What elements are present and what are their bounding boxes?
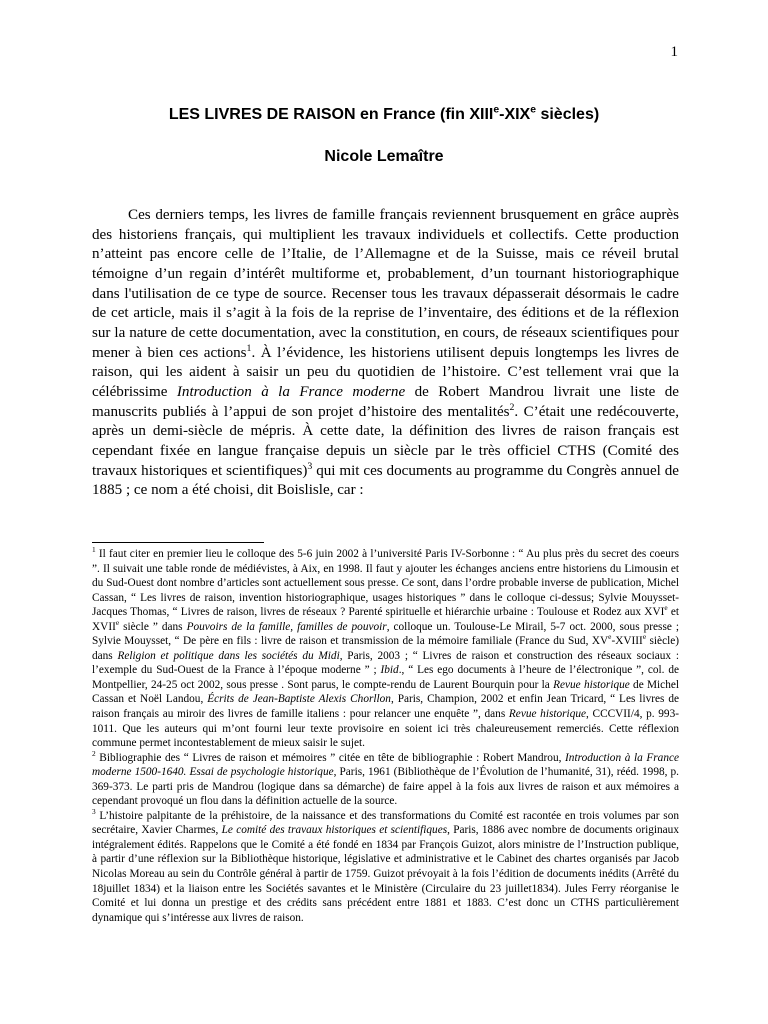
superscript: e — [642, 632, 647, 642]
italic-title: Le comité des travaux historiques et scientifiques — [221, 824, 448, 837]
text-run: . C’était une redécouverte, après un demi-siècle de mépris. À cette date, la définition des livres de raison français est cependant fixée en langue française depuis un siècle par le très officiel CTHS (Comité des travaux historiques et scientifiques) — [92, 403, 679, 479]
text-run: siècle) dans — [92, 635, 679, 662]
title-text: LES LIVRES DE RAISON en France (fin XIII — [168, 106, 494, 123]
italic-title: Écrits de Jean-Baptiste Alexis Chorllon — [207, 693, 391, 706]
footnote-divider — [92, 542, 264, 543]
author-name: Nicole Lemaître — [324, 148, 444, 165]
text-run: de Robert Mandrou livrait une liste de manuscrits publiés à l’appui de son projet d’histoire des mentalités — [92, 383, 680, 420]
body-text — [92, 206, 679, 501]
text-run: ., “ Les ego documents à l’heure de l’électronique ”, col. de Montpellier, 24-25 oct 2002, sous presse . Sont parus, le compte-rendu de Laurent Bourquin pour la — [92, 664, 679, 691]
title-superscript: e — [493, 104, 500, 116]
text-run: , Paris, 2003 ; “ Livres de raison et construction des réseaux sociaux : l’exemple du Sud-Ouest de la France à l’époque moderne ” ; — [92, 649, 679, 677]
superscript: e — [115, 617, 120, 627]
title-superscript: e — [530, 104, 537, 116]
text-run: de Michel Cassan et Noël Landou, — [92, 678, 679, 706]
footnote-number: 2 — [92, 748, 96, 758]
italic-title: Introduction à la France moderne — [176, 383, 406, 400]
text-run: . À l’évidence, les historiens utilisent depuis longtemps les livres de raison, qui les aident à saisir un peu du quotidien de l’histoire. C’est tellement vrai que la célébrissime — [92, 344, 679, 400]
footnotes — [92, 547, 679, 925]
text-run: Bibliographie des “ Livres de raison et mémoires ” citée en tête de bibliographie : Robert Mandrou, — [95, 751, 566, 764]
text-run: , colloque un. Toulouse-Le Mirail, 5-7 oct. 2000, sous presse ; Sylvie Mouysset, “ De père en fils : livre de raison et transmission de la mémoire familiale (France du Sud, XV — [92, 620, 679, 648]
footnote-2 — [92, 748, 680, 809]
italic-title: Religion et politique dans les sociétés du Midi — [117, 649, 340, 662]
text-run: siècle ” dans — [119, 620, 187, 633]
text-run: Ces derniers temps, les livres de famille français reviennent brusquement en grâce auprès des historiens français, qui multiplient les travaux individuels et collectifs. Cette production n’atteint pas encore celle de l’Italie, de l’Allemagne et de la Suisse, mais ce réveil brutal témoigne d’un regain d’intérêt multiforme et, probablement, d’un tournant historiographique dans l'utilisation de ce type de source. Recenser tous les travaux dépasserait désormais le cadre de cet article, mais il s’agit à la fois de la reprise de l’inventaire, des éditions et de la réflexion sur la nature de cette documentation, avec la constitution, en cours, de réseaux scientifiques pour mener à bien ces actions — [92, 207, 679, 361]
superscript: e — [608, 632, 612, 642]
text-run: L’histoire palpitante de la préhistoire, de la naissance et des transformations du Comité est racontée en trois volumes par son secrétaire, Xavier Charmes, — [92, 809, 679, 837]
footnote-ref: 1 — [246, 342, 252, 354]
text-run: , Paris, Champion, 2002 et enfin Jean Tricard, “ Les livres de raison français au miroir des livres de famille italiens : pour relancer une enquête ”, dans — [92, 693, 680, 721]
title-text: siècles) — [536, 106, 600, 123]
footnote-3 — [92, 809, 679, 925]
page-number: 1 — [670, 44, 678, 60]
italic-title: Introduction à la France moderne 1500-1640. Essai de psychologie historique — [92, 751, 680, 779]
footnote-number: 3 — [92, 807, 96, 817]
title-text: -XIX — [499, 106, 531, 123]
footnote-ref: 3 — [307, 460, 313, 472]
footnote-ref: 2 — [509, 401, 515, 413]
footnote-number: 1 — [92, 545, 96, 555]
text-run: qui mit ces documents au programme du Congrès annuel de 1885 ; ce nom a été choisi, dit Boislisle, car : — [92, 462, 680, 499]
article-title — [0, 106, 768, 124]
text-run: et XVII — [92, 606, 679, 633]
superscript: e — [664, 603, 668, 613]
italic-title: Revue historique — [553, 678, 630, 691]
footnote-1 — [92, 547, 679, 751]
italic-title: Revue historique — [508, 708, 587, 721]
text-run: Il faut citer en premier lieu le colloque des 5-6 juin 2002 à l’université Paris IV-Sorbonne : “ Au plus près du secret des coeurs ”. Il suivait une table ronde de médiévistes, à Aix, en 1998. Il faut y ajouter les échanges anciens entre historiens du Limousin et du Sud-Ouest dont nombre d’articles sont actuellement sous presse. Ce sont, dans l’ordre probable inverse de publication, Michel Cassan, “ Les livres de raison, invention historiographique, usages historiques ” dans le colloque ci-dessus; Sylvie Mouysset-Jacques Thomas, “ Livres de raison, livres de réseaux ? Parenté spirituelle et hiérarchie urbaine : Toulouse et Rodez aux XVI — [92, 548, 679, 619]
body-paragraph — [92, 206, 679, 501]
text-run: -XVIII — [611, 635, 643, 648]
italic-title: Pouvoirs de la famille, familles de pouvoir — [186, 620, 387, 633]
text-run: , Paris, 1886 avec nombre de documents originaux intégralement édités. Rappelons que le Comité a été fondé en 1834 par François Guizot, alors ministre de l’Instruction publique, à partir d’une réflexion sur la Bibliothèque historique, législative et administrative et le Cabinet des chartes organisés par Jacob Nicolas Moreau au sein du Contrôle général à partir de 1759. Guizot prévoyait à la fois l’édition de documents inédits (Arrêté du 18juillet 1834) et la liaison entre les Sociétés savantes et le Ministère (Circulaire du 23 juillet1834). Jules Ferry réorganise le Comité et lui donna un prestige et des crédits sans précédent entre 1881 et 1883. C’est donc un CTHS particulièrement dynamique qui s’intéresse aux livres de raison. — [92, 824, 679, 924]
text-run: , Paris, 1961 (Bibliothèque de l’Évolution de l’humanité, 31), rééd. 1998, p. 369-373. Le parti pris de Mandrou (logique dans sa démarche) de faire appel à la fois aux livres de raison et aux mémoires a cependant provoqué un flou dans la définition actuelle de la source. — [92, 766, 679, 808]
text-run: , CCCVII/4, p. 993-1011. Que les auteurs qui m’ont fourni leur texte provisoire en soient ici très chaleureusement remerciés. Cette réflexion commune permet incontestablement de mieux saisir le sujet. — [92, 708, 679, 750]
italic-title: Ibid — [380, 664, 399, 677]
